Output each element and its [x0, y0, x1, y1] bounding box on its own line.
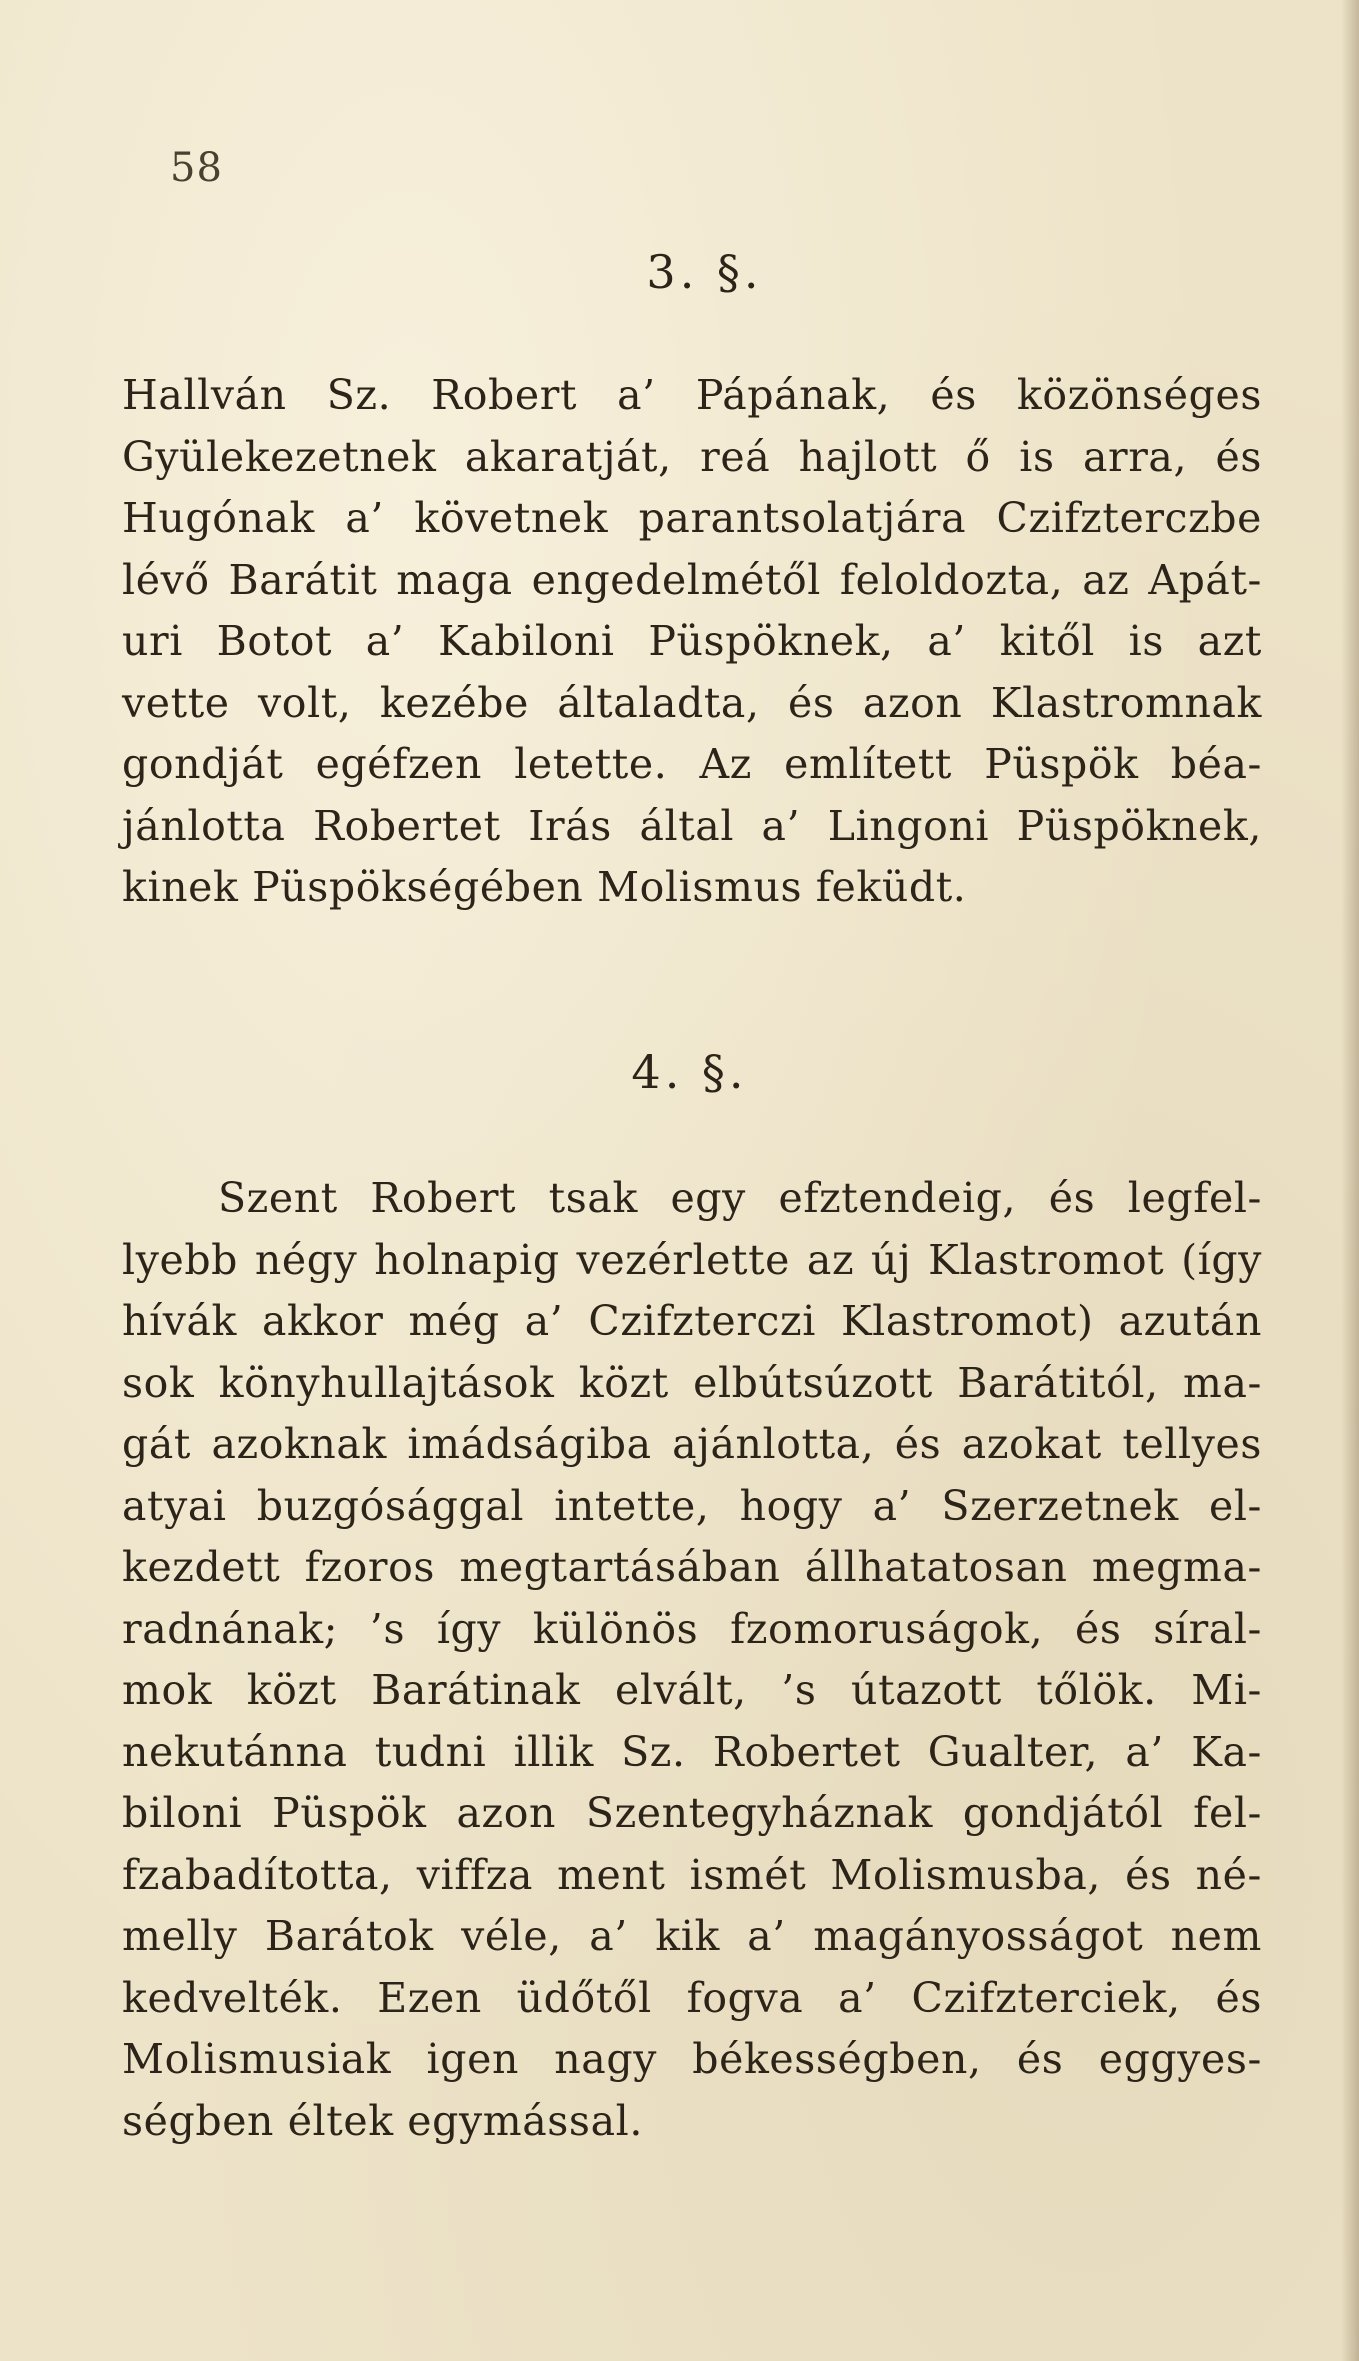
text-line: biloni Püspök azon Szentegyháznak gondjától fel-	[122, 1789, 1262, 1837]
section-heading: 4. §.	[631, 1045, 748, 1099]
paragraph	[122, 1168, 1262, 2152]
text-line: nekutánna tudni illik Sz. Robertet Gualter, a’ Ka-	[122, 1727, 1262, 1776]
text-line: sok könyhullajtások közt elbútsúzott Barátitól, ma-	[122, 1358, 1262, 1407]
text-line: fzabadította, viffza ment ismét Molismusba, és né-	[122, 1850, 1262, 1899]
text-line: kinek Püspökségében Molismus feküdt.	[122, 863, 967, 911]
text-line: melly Barátok véle, a’ kik a’ magányosságot nem	[122, 1912, 1262, 1960]
text-line: radnának; ’s így különös fzomoruságok, és síral-	[122, 1604, 1262, 1653]
text-line: uri Botot a’ Kabiloni Püspöknek, a’ kitől is azt	[122, 617, 1262, 665]
text-line: atyai buzgósággal intette, hogy a’ Szerzetnek el-	[122, 1481, 1262, 1530]
text-line: hívák akkor még a’ Czifzterczi Klastromot) azután	[122, 1297, 1262, 1345]
text-line: ségben éltek egymással.	[122, 2096, 643, 2145]
text-line: lyebb négy holnapig vezérlette az új Klastromot (így	[122, 1235, 1262, 1284]
text-line: jánlotta Robertet Irás által a’ Lingoni Püspöknek,	[122, 801, 1262, 850]
text-line: kedvelték. Ezen üdőtől fogva a’ Czifzterciek, és	[122, 1973, 1262, 2022]
section-heading: 3. §.	[646, 245, 763, 299]
text-line: lévő Barátit maga engedelmétől feloldozta, az Apát-	[122, 555, 1262, 604]
text-line: kezdett fzoros megtartásában állhatatosan megma-	[122, 1543, 1262, 1591]
page-edge-shadow	[1341, 0, 1359, 2361]
text-line: Hallván Sz. Robert a’ Pápának, és közönséges	[122, 371, 1262, 419]
text-line: Szent Robert tsak egy efztendeig, és legfel-	[218, 1174, 1262, 1222]
page-number: 58	[170, 145, 223, 191]
text-line: Gyülekezetnek akaratját, reá hajlott ő is arra, és	[122, 432, 1262, 481]
text-line: mok közt Barátinak elvált, ’s útazott tőlök. Mi-	[122, 1666, 1262, 1714]
text-line: Hugónak a’ követnek parantsolatjára Czifzterczbe	[122, 494, 1262, 542]
text-line: gát azoknak imádságiba ajánlotta, és azokat tellyes	[122, 1420, 1262, 1468]
text-line: vette volt, kezébe általadta, és azon Klastromnak	[122, 678, 1262, 727]
text-line: Molismusiak igen nagy békességben, és eggyes-	[122, 2035, 1262, 2083]
paragraph	[122, 365, 1262, 919]
text-line: gondját egéfzen letette. Az említett Püspök béa-	[122, 740, 1262, 788]
